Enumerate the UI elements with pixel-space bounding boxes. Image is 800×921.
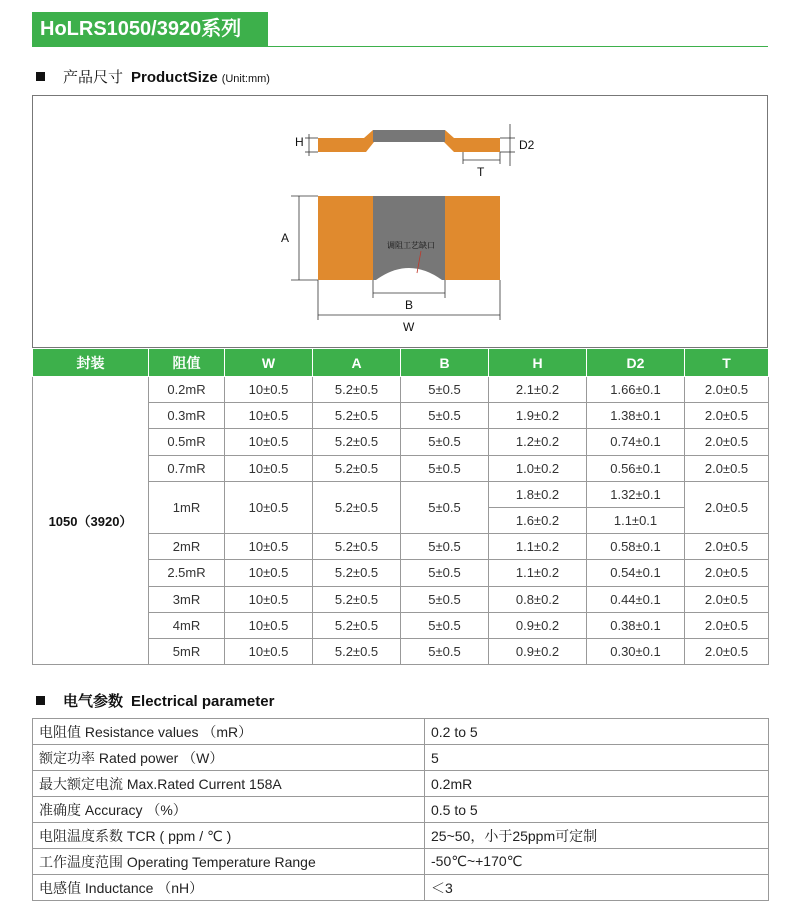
side-view-left-terminal [318,130,374,152]
param-label: 额定功率 Rated power （W） [33,745,425,771]
cell-H: 1.8±0.2 [489,481,587,507]
table-row [33,875,769,901]
product-size-heading-cn: 产品尺寸 [63,69,124,86]
header-package: 封装 [33,349,149,377]
cell-D2: 0.54±0.1 [587,560,685,586]
label-H: H [295,135,304,149]
header-A: A [313,349,401,377]
cell-D2: 0.38±0.1 [587,612,685,638]
cell-W: 10±0.5 [225,481,313,533]
cell-H: 1.6±0.2 [489,507,587,533]
header-D2: D2 [587,349,685,377]
title-divider [32,46,768,47]
header-resistance: 阻值 [149,349,225,377]
cell-W: 10±0.5 [225,455,313,481]
side-view [295,124,535,179]
param-label: 准确度 Accuracy （%） [33,797,425,823]
dimension-diagram-svg [33,96,767,347]
top-view [281,196,500,334]
cell-H: 1.2±0.2 [489,429,587,455]
cell-A: 5.2±0.5 [313,638,401,664]
table-row [33,823,769,849]
product-size-heading [36,66,270,87]
product-size-unit: (Unit:mm) [221,73,270,85]
cell-H: 1.1±0.2 [489,560,587,586]
param-label: 电阻值 Resistance values （mR） [33,719,425,745]
product-size-heading-en: ProductSize [131,69,218,86]
table-row [33,377,769,403]
cell-A: 5.2±0.5 [313,586,401,612]
param-value: ＜3 [425,875,769,901]
cell-A: 5.2±0.5 [313,403,401,429]
cell-D2: 1.38±0.1 [587,403,685,429]
label-A: A [281,231,290,245]
param-label: 工作温度范围 Operating Temperature Range [33,849,425,875]
cell-A: 5.2±0.5 [313,612,401,638]
cell-H: 1.1±0.2 [489,534,587,560]
cell-T: 2.0±0.5 [685,429,769,455]
cell-H: 0.9±0.2 [489,638,587,664]
cell-resistance: 5mR [149,638,225,664]
side-view-resistive-body [373,130,445,142]
table-row [33,849,769,875]
cell-T: 2.0±0.5 [685,481,769,533]
cell-A: 5.2±0.5 [313,481,401,533]
cell-W: 10±0.5 [225,403,313,429]
cell-D2: 0.56±0.1 [587,455,685,481]
bullet-square-icon [36,696,45,705]
cell-W: 10±0.5 [225,638,313,664]
table-row [33,771,769,797]
spec-table [32,348,769,665]
param-label: 电感值 Inductance （nH） [33,875,425,901]
cell-B: 5±0.5 [401,455,489,481]
cell-H: 0.9±0.2 [489,612,587,638]
cell-B: 5±0.5 [401,377,489,403]
cell-D2: 0.44±0.1 [587,586,685,612]
table-row [33,797,769,823]
cell-D2: 1.66±0.1 [587,377,685,403]
cell-B: 5±0.5 [401,429,489,455]
label-B: B [405,298,414,312]
cell-T: 2.0±0.5 [685,534,769,560]
cell-W: 10±0.5 [225,586,313,612]
side-view-right-terminal [444,130,500,152]
cell-T: 2.0±0.5 [685,612,769,638]
cell-B: 5±0.5 [401,586,489,612]
cell-B: 5±0.5 [401,638,489,664]
top-view-right-terminal [445,196,500,280]
cell-resistance: 2.5mR [149,560,225,586]
table-row [33,745,769,771]
cell-B: 5±0.5 [401,612,489,638]
cell-D2: 0.30±0.1 [587,638,685,664]
cell-W: 10±0.5 [225,534,313,560]
cell-B: 5±0.5 [401,534,489,560]
cell-resistance: 0.2mR [149,377,225,403]
cell-T: 2.0±0.5 [685,560,769,586]
cell-D2: 0.74±0.1 [587,429,685,455]
cell-D2: 1.32±0.1 [587,481,685,507]
header-B: B [401,349,489,377]
cell-W: 10±0.5 [225,429,313,455]
header-W: W [225,349,313,377]
cell-resistance: 4mR [149,612,225,638]
cell-A: 5.2±0.5 [313,560,401,586]
cell-resistance: 0.5mR [149,429,225,455]
cell-resistance: 2mR [149,534,225,560]
electrical-heading-en: Electrical parameter [131,693,275,710]
spec-table-header-row [33,349,769,377]
param-label: 电阻温度系数 TCR ( ppm / ℃ ) [33,823,425,849]
package-cell: 1050（3920） [33,377,149,665]
cell-W: 10±0.5 [225,377,313,403]
cell-H: 1.9±0.2 [489,403,587,429]
electrical-table [32,718,769,901]
param-value: 0.2 to 5 [425,719,769,745]
cell-B: 5±0.5 [401,403,489,429]
cell-T: 2.0±0.5 [685,377,769,403]
cell-resistance: 1mR [149,481,225,533]
cell-A: 5.2±0.5 [313,534,401,560]
label-T: T [477,165,485,179]
cell-resistance: 3mR [149,586,225,612]
param-value: 25~50，小于25ppm可定制 [425,823,769,849]
param-value: 5 [425,745,769,771]
series-title: HoLRS1050/3920系列 [32,12,268,46]
cell-D2: 1.1±0.1 [587,507,685,533]
cell-W: 10±0.5 [225,560,313,586]
dimension-diagram [32,95,768,348]
label-D2: D2 [519,138,535,152]
top-view-left-terminal [318,196,373,280]
cell-T: 2.0±0.5 [685,638,769,664]
param-value: -50℃~+170℃ [425,849,769,875]
param-value: 0.5 to 5 [425,797,769,823]
cell-resistance: 0.3mR [149,403,225,429]
param-value: 0.2mR [425,771,769,797]
electrical-heading [36,690,274,711]
cell-A: 5.2±0.5 [313,455,401,481]
label-W: W [403,320,415,334]
electrical-heading-cn: 电气参数 [63,693,124,710]
header-H: H [489,349,587,377]
cell-H: 0.8±0.2 [489,586,587,612]
header-T: T [685,349,769,377]
trim-note-label: 调阻工艺缺口 [387,241,435,250]
cell-W: 10±0.5 [225,612,313,638]
cell-resistance: 0.7mR [149,455,225,481]
cell-D2: 0.58±0.1 [587,534,685,560]
cell-T: 2.0±0.5 [685,586,769,612]
top-view-resistive-body [373,196,445,280]
cell-T: 2.0±0.5 [685,455,769,481]
cell-H: 2.1±0.2 [489,377,587,403]
cell-T: 2.0±0.5 [685,403,769,429]
cell-B: 5±0.5 [401,481,489,533]
cell-A: 5.2±0.5 [313,377,401,403]
bullet-square-icon [36,72,45,81]
param-label: 最大额定电流 Max.Rated Current 158A [33,771,425,797]
cell-H: 1.0±0.2 [489,455,587,481]
cell-B: 5±0.5 [401,560,489,586]
table-row [33,719,769,745]
cell-A: 5.2±0.5 [313,429,401,455]
